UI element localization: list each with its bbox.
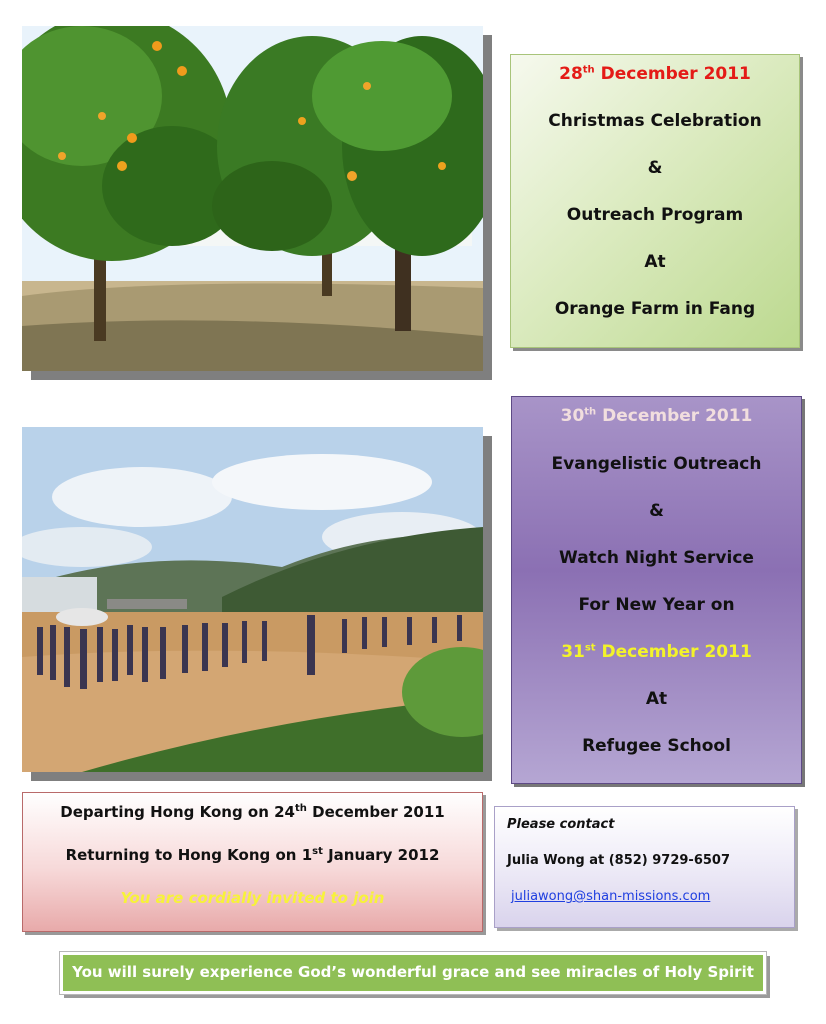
orange-orchard-photo [22, 26, 483, 371]
invitation-text: You are cordially invited to join [120, 889, 385, 907]
contact-heading: Please contact [507, 817, 615, 832]
closing-banner: You will surely experience God’s wonderful grace and see miracles of Holy Spirit [60, 952, 766, 994]
contact-person: Julia Wong at (852) 9729-6507 [507, 853, 731, 868]
orange-farm-event-panel [510, 54, 800, 348]
refugee-school-text: Refugee School [582, 736, 731, 756]
new-year-text: For New Year on [578, 595, 735, 615]
at-text: At [645, 689, 668, 709]
contact-email-link[interactable]: juliawong@shan-missions.com [511, 889, 711, 904]
orange-farm-date: 28th December 2011 [559, 64, 751, 84]
contact-panel [494, 806, 795, 928]
refugee-school-photo [22, 427, 483, 772]
ampersand-text: & [649, 501, 664, 521]
orange-farm-location-text: Orange Farm in Fang [554, 299, 756, 319]
travel-dates-panel [22, 792, 483, 932]
departure-text: Departing Hong Kong on 24th December 2011 [60, 803, 445, 821]
return-text: Returning to Hong Kong on 1st January 2012 [65, 846, 440, 864]
refugee-school-event-panel [511, 396, 802, 784]
evangelistic-outreach-text: Evangelistic Outreach [551, 454, 762, 474]
outreach-program-text: Outreach Program [566, 205, 744, 225]
new-year-eve-date: 31st December 2011 [561, 642, 752, 662]
refugee-date: 30th December 2011 [560, 406, 753, 426]
watch-night-service-text: Watch Night Service [559, 548, 754, 568]
at-text: At [644, 252, 666, 272]
ampersand-text: & [647, 158, 663, 178]
christmas-celebration-text: Christmas Celebration [548, 111, 762, 131]
